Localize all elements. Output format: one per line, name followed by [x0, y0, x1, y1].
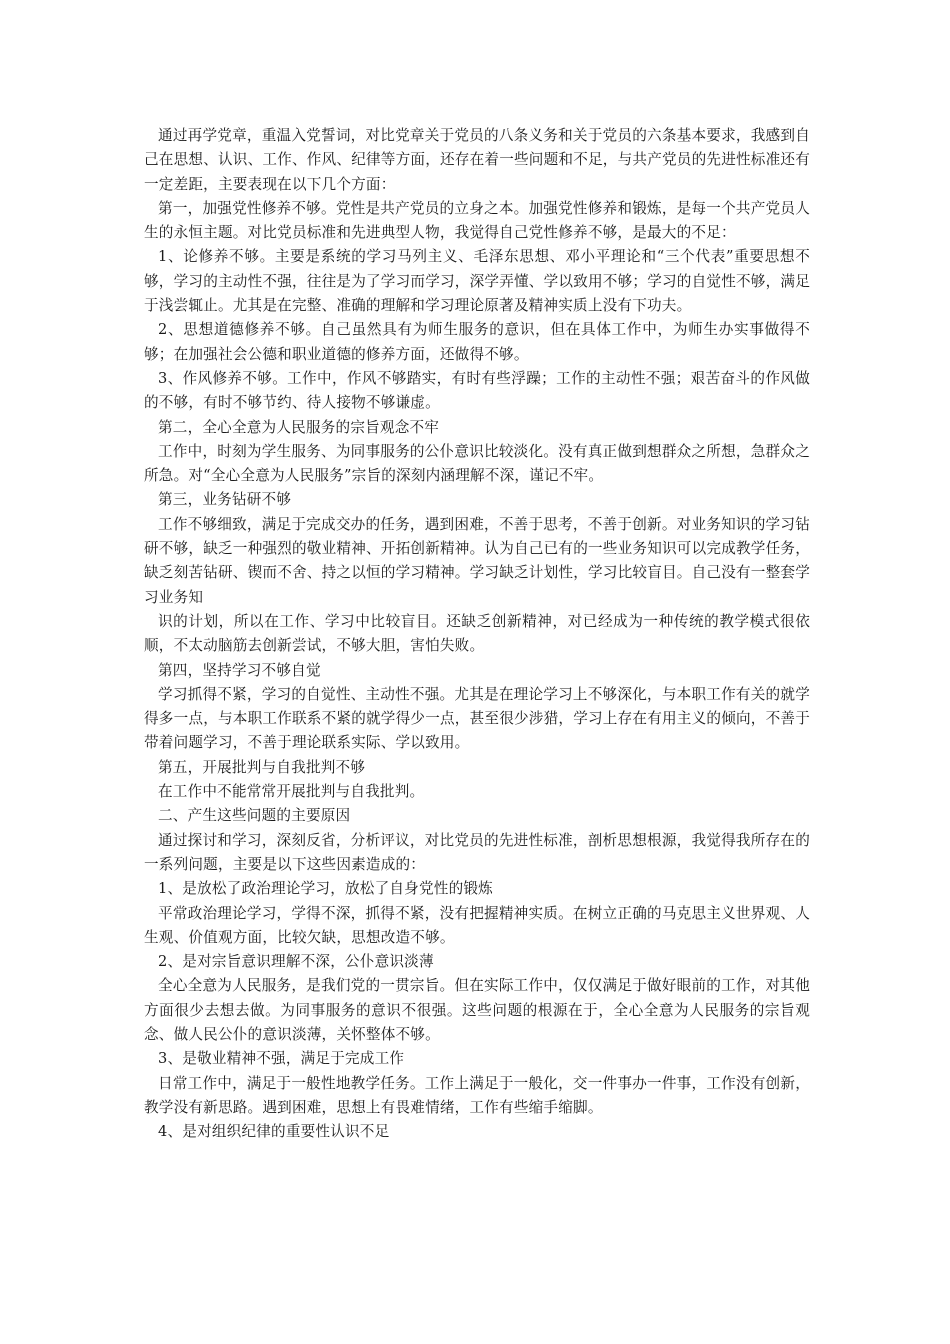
document-body	[144, 124, 810, 1144]
subsection-heading: 3、是敬业精神不强，满足于完成工作	[158, 1050, 405, 1068]
paragraph: 在工作中不能常常开展批判与自我批判。	[158, 783, 425, 801]
paragraph: 通过探讨和学习，深刻反省，分析评议，对比党员的先进性标准，剖析思想根源，我觉得我所存在的一系列问题，主要是以下这些因素造成的：	[144, 831, 810, 873]
subsection-heading: 4、是对组织纪律的重要性认识不足	[158, 1123, 390, 1141]
paragraph: 3、作风修养不够。工作中，作风不够踏实，有时有些浮躁；工作的主动性不强；艰苦奋斗的作风做的不够，有时不够节约、待人接物不够谦虚。	[144, 369, 810, 412]
section-heading: 二、产生这些问题的主要原因	[158, 807, 351, 825]
paragraph: 学习抓得不紧，学习的自觉性、主动性不强。尤其是在理论学习上不够深化，与本职工作有关的就学得多一点，与本职工作联系不紧的就学得少一点，甚至很少涉猎，学习上存在有用主义的倾向，不善于带着问题学习，不善于理论联系实际、学以致用。	[144, 685, 810, 752]
paragraph: 工作中，时刻为学生服务、为同事服务的公仆意识比较淡化。没有真正做到想群众之所想，急群众之所急。对“全心全意为人民服务”宗旨的深刻内涵理解不深，谨记不牢。	[144, 442, 810, 485]
paragraph: 工作不够细致，满足于完成交办的任务，遇到困难，不善于思考，不善于创新。对业务知识的学习钻研不够，缺乏一种强烈的敬业精神、开拓创新精神。认为自己已有的一些业务知识可以完成教学任务，缺乏刻苦钻研、锲而不舍、持之以恒的学习精神。学习缺乏计划性，学习比较盲目。自己没有一整套学习业务知	[144, 515, 810, 606]
paragraph: 识的计划，所以在工作、学习中比较盲目。还缺乏创新精神，对已经成为一种传统的教学模式很依顺，不太动脑筋去创新尝试，不够大胆，害怕失败。	[144, 612, 810, 655]
paragraph: 平常政治理论学习，学得不深，抓得不紧，没有把握精神实质。在树立正确的马克思主义世界观、人生观、价值观方面，比较欠缺，思想改造不够。	[144, 904, 810, 946]
paragraph: 通过再学党章，重温入党誓词，对比党章关于党员的八条义务和关于党员的六条基本要求，我感到自己在思想、认识、工作、作风、纪律等方面，还存在着一些问题和不足，与共产党员的先进性标准还有一定差距，主要表现在以下几个方面：	[144, 127, 810, 193]
section-heading: 第四，坚持学习不够自觉	[158, 661, 321, 679]
section-heading: 第三，业务钻研不够	[158, 491, 292, 509]
paragraph: 全心全意为人民服务，是我们党的一贯宗旨。但在实际工作中，仅仅满足于做好眼前的工作，对其他方面很少去想去做。为同事服务的意识不很强。这些问题的根源在于，全心全意为人民服务的宗旨观念、做人民公仆的意识淡薄，关怀整体不够。	[144, 977, 810, 1043]
section-heading: 第五，开展批判与自我批判不够	[158, 758, 366, 776]
paragraph: 2、思想道德修养不够。自己虽然具有为师生服务的意识，但在具体工作中，为师生办实事做得不够；在加强社会公德和职业道德的修养方面，还做得不够。	[144, 321, 810, 363]
section-heading: 第二，全心全意为人民服务的宗旨观念不牢	[158, 418, 440, 436]
paragraph: 日常工作中，满足于一般性地教学任务。工作上满足于一般化，交一件事办一件事，工作没有创新，教学没有新思路。遇到困难，思想上有畏难情绪，工作有些缩手缩脚。	[144, 1074, 810, 1116]
paragraph: 第一，加强党性修养不够。党性是共产党员的立身之本。加强党性修养和锻炼，是每一个共产党员人生的永恒主题。对比党员标准和先进典型人物，我觉得自己党性修养不够，是最大的不足：	[144, 199, 810, 242]
subsection-heading: 1、是放松了政治理论学习，放松了自身党性的锻炼	[158, 880, 493, 898]
paragraph: 1、论修养不够。主要是系统的学习马列主义、毛泽东思想、邓小平理论和“三个代表”重要思想不够，学习的主动性不强，往往是为了学习而学习，深学弄懂、学以致用不够；学习的自觉性不够，满足于浅尝辄止。尤其是在完整、准确的理解和学习理论原著及精神实质上没有下功夫。	[144, 248, 810, 315]
subsection-heading: 2、是对宗旨意识理解不深，公仆意识淡薄	[158, 953, 434, 971]
